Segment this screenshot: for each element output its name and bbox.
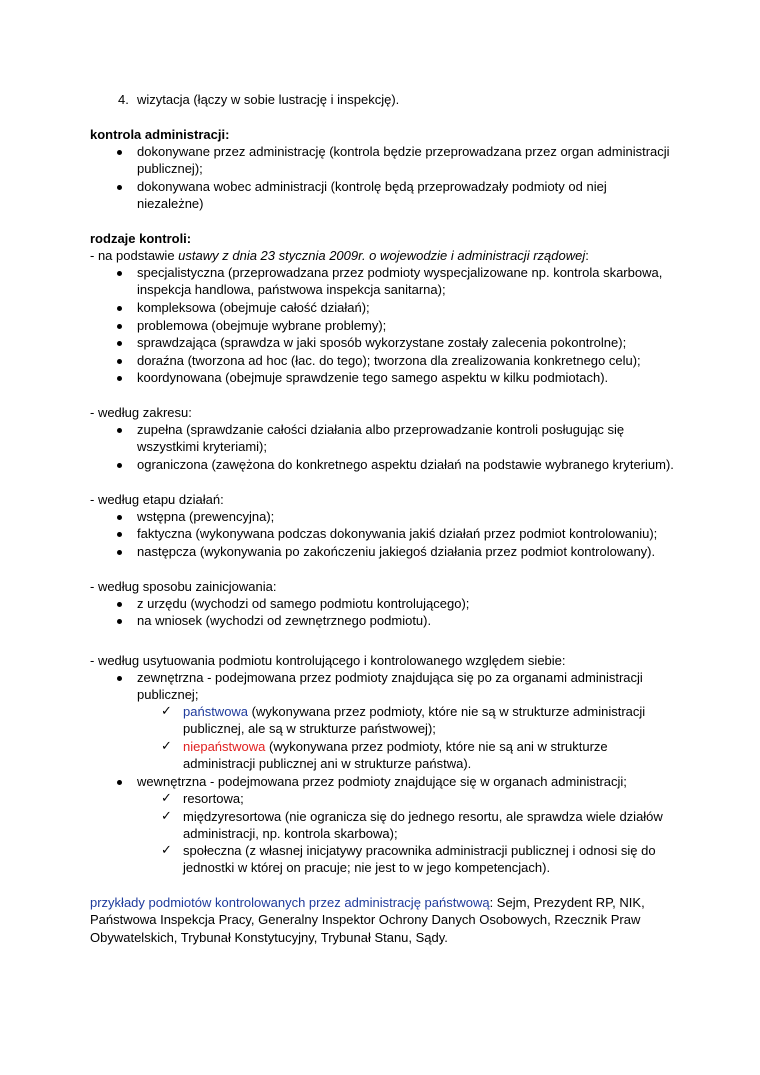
list-item: kompleksowa (obejmuje całość działań); (137, 300, 370, 315)
checkmark-icon: ✓ (161, 791, 172, 806)
list-item: problemowa (obejmuje wybrane problemy); (137, 318, 387, 333)
list-item-cont: niezależne) (137, 196, 204, 211)
sub-item-cont: publicznej, ale są w strukturze państwowej); (183, 721, 436, 736)
list-item: dokonywane przez administrację (kontrola będzie przeprowadzana przez organ administracji (137, 144, 670, 159)
state-label: państwowa (183, 704, 249, 719)
sub-item-cont: administracji publicznej ani w strukturze państwa). (183, 756, 472, 771)
state-desc: (wykonywana przez podmioty, które nie są w strukturze administracji (248, 704, 646, 719)
bullet-dot-icon (117, 532, 122, 537)
list-item: z urzędu (wychodzi od samego podmiotu kontrolującego); (137, 596, 470, 611)
list-item-cont: publicznej; (137, 687, 199, 702)
bullet-dot-icon (117, 676, 122, 681)
checkmark-icon: ✓ (161, 843, 172, 858)
sub-item: społeczna (z własnej inicjatywy pracownika administracji publicznej i odnosi się do (183, 843, 656, 858)
law-reference: ustawy z dnia 23 stycznia 2009r. o wojewodzie i administracji rządowej (178, 248, 586, 263)
checkmark-icon: ✓ (161, 809, 172, 824)
checkmark-icon: ✓ (161, 704, 172, 719)
examples-first: : Sejm, Prezydent RP, NIK, (489, 895, 645, 910)
list-item-cont: publicznej); (137, 161, 203, 176)
examples-line: Obywatelskich, Trybunał Konstytucyjny, Trybunał Stanu, Sądy. (90, 930, 448, 945)
list-item-cont: wszystkimi kryteriami); (137, 439, 267, 454)
list-item: wstępna (prewencyjna); (137, 509, 275, 524)
sub-item: resortowa; (183, 791, 244, 806)
list-item: sprawdzająca (sprawdza w jaki sposób wykorzystane zostały zalecenia pokontrolne); (137, 335, 627, 350)
numbered-item-text: wizytacja (łączy w sobie lustrację i inspekcję). (137, 92, 400, 107)
list-item: na wniosek (wychodzi od zewnętrznego podmiotu). (137, 613, 432, 628)
types-intro (90, 247, 589, 264)
examples-line: Państwowa Inspekcja Pracy, Generalny Inspektor Ochrony Danych Osobowych, Rzecznik Praw (90, 912, 641, 927)
list-item: faktyczna (wykonywana podczas dokonywania jakiś działań przez podmiot kontrolowaniu); (137, 526, 658, 541)
nonstate-desc: (wykonywana przez podmioty, które nie są ani w strukturze (265, 739, 608, 754)
bullet-dot-icon (117, 550, 122, 555)
bullet-dot-icon (117, 324, 122, 329)
sub-item-state (183, 703, 645, 720)
bullet-dot-icon (117, 306, 122, 311)
item-number: 4. (118, 92, 129, 107)
bullet-dot-icon (117, 515, 122, 520)
bullet-dot-icon (117, 463, 122, 468)
checkmark-icon: ✓ (161, 739, 172, 754)
section-heading-types: rodzaje kontroli: (90, 231, 192, 246)
section-heading-admin-control: kontrola administracji: (90, 127, 230, 142)
list-item: zupełna (sprawdzanie całości działania albo przeprowadzanie kontroli posługując się (137, 422, 625, 437)
sub-item-cont: administracji, np. kontrola skarbowa); (183, 826, 398, 841)
list-item: ograniczona (zawężona do konkretnego aspektu działań na podstawie wybranego kryterium). (137, 457, 674, 472)
examples-lead: przykłady podmiotów kontrolowanych przez administrację państwową (90, 895, 490, 910)
bullet-dot-icon (117, 428, 122, 433)
list-item: koordynowana (obejmuje sprawdzenie tego samego aspektu w kilku podmiotach). (137, 370, 609, 385)
types-intro-prefix: - na podstawie (90, 248, 179, 263)
list-item: dokonywana wobec administracji (kontrolę będą przeprowadzały podmioty od niej (137, 179, 607, 194)
bullet-dot-icon (117, 376, 122, 381)
types-intro-suffix: : (585, 248, 589, 263)
bullet-dot-icon (117, 619, 122, 624)
bullet-dot-icon (117, 780, 122, 785)
bullet-dot-icon (117, 341, 122, 346)
section-heading-scope: - według zakresu: (90, 405, 192, 420)
nonstate-label: niepaństwowa (183, 739, 266, 754)
list-item-external: zewnętrzna - podejmowana przez podmioty znajdująca się po za organami administracji (137, 670, 643, 685)
sub-item-nonstate (183, 738, 608, 755)
examples-line (90, 894, 645, 911)
list-item: doraźna (tworzona ad hoc (łac. do tego); tworzona dla zrealizowania konkretnego celu); (137, 353, 641, 368)
section-heading-position: - według usytuowania podmiotu kontrolującego i kontrolowanego względem siebie: (90, 653, 566, 668)
sub-item-cont: jednostki w której on pracuje; nie jest to w jego kompetencjach). (183, 860, 551, 875)
list-item-cont: inspekcja handlowa, państwowa inspekcja sanitarna); (137, 282, 446, 297)
numbered-item (118, 91, 129, 108)
bullet-dot-icon (117, 602, 122, 607)
sub-item: międzyresortowa (nie ogranicza się do jednego resortu, ale sprawdza wiele działów (183, 809, 663, 824)
section-heading-stage: - według etapu działań: (90, 492, 224, 507)
bullet-dot-icon (117, 185, 122, 190)
list-item-internal: wewnętrzna - podejmowana przez podmioty znajdujące się w organach administracji; (137, 774, 627, 789)
bullet-dot-icon (117, 271, 122, 276)
list-item: specjalistyczna (przeprowadzana przez podmioty wyspecjalizowane np. kontrola skarbowa, (137, 265, 663, 280)
bullet-dot-icon (117, 359, 122, 364)
bullet-dot-icon (117, 150, 122, 155)
section-heading-initiation: - według sposobu zainicjowania: (90, 579, 277, 594)
list-item: następcza (wykonywania po zakończeniu jakiegoś działania przez podmiot kontrolowany). (137, 544, 656, 559)
